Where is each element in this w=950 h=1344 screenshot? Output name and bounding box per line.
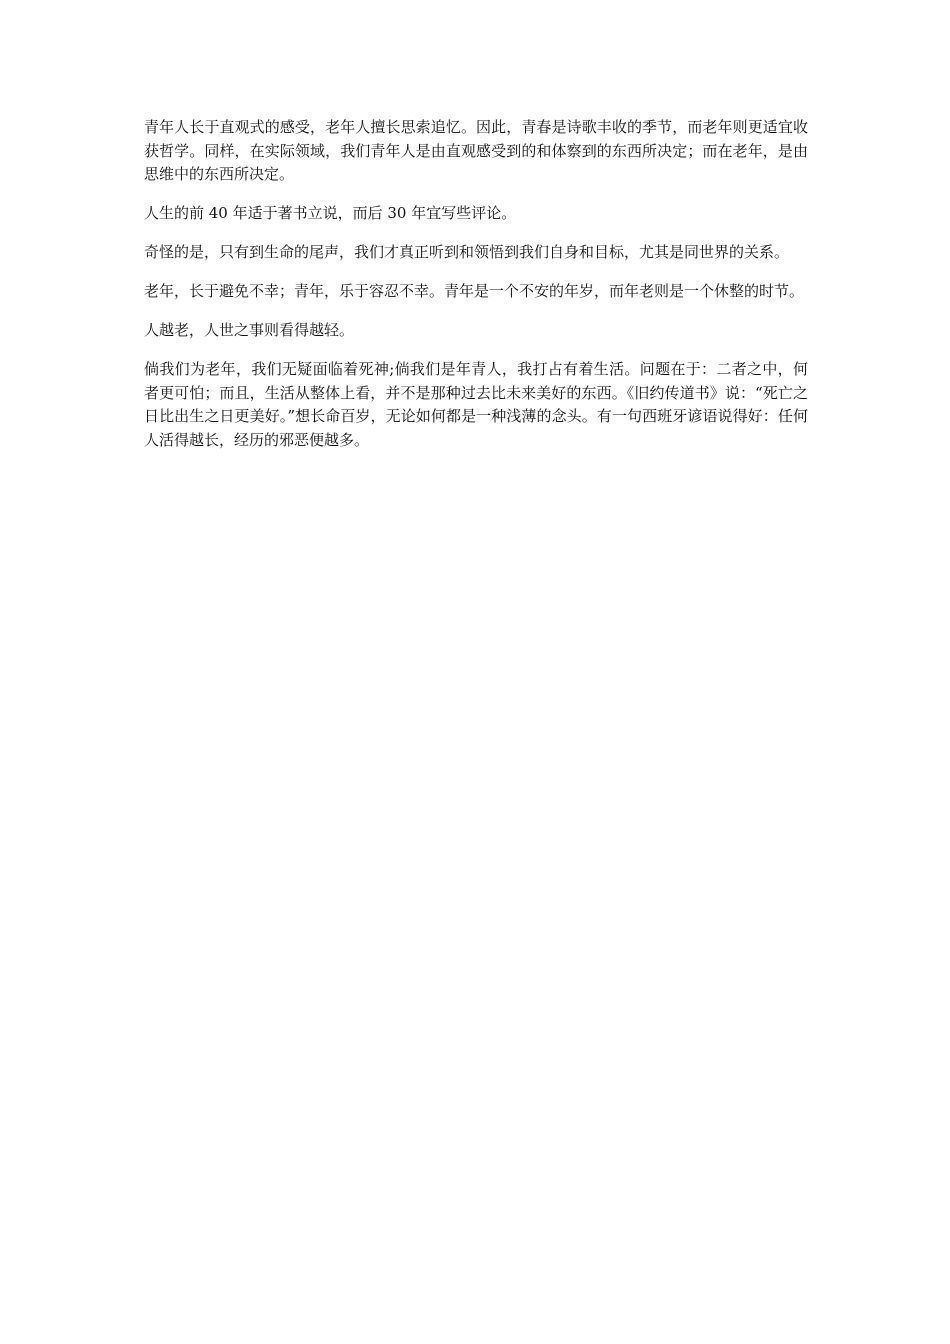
document-body <box>144 116 808 468</box>
paragraph-4: 老年，长于避免不幸；青年，乐于容忍不幸。青年是一个不安的年岁，而年老则是一个休整的时节。 <box>144 282 805 300</box>
paragraph-1: 青年人长于直观式的感受，老年人擅长思索追忆。因此，青春是诗歌丰收的季节，而老年则更适宜收获哲学。同样，在实际领域，我们青年人是由直观感受到的和体察到的东西所决定；而在老年，是由思维中的东西所决定。 <box>144 118 808 183</box>
paragraph-6: 倘我们为老年，我们无疑面临着死神;倘我们是年青人，我打占有着生活。问题在于：二者之中，何者更可怕；而且，生活从整体上看，并不是那种过去比未来美好的东西。《旧约传道书》说：“死亡之日比出生之日更美好。”想长命百岁，无论如何都是一种浅薄的念头。有一句西班牙谚语说得好：任何人活得越长，经历的邪恶便越多。 <box>144 360 808 449</box>
paragraph-2: 人生的前 40 年适于著书立说，而后 30 年宜写些评论。 <box>144 204 517 222</box>
paragraph-5: 人越老，人世之事则看得越轻。 <box>144 321 355 339</box>
paragraph-3: 奇怪的是，只有到生命的尾声，我们才真正听到和领悟到我们自身和目标，尤其是同世界的关系。 <box>144 243 790 261</box>
